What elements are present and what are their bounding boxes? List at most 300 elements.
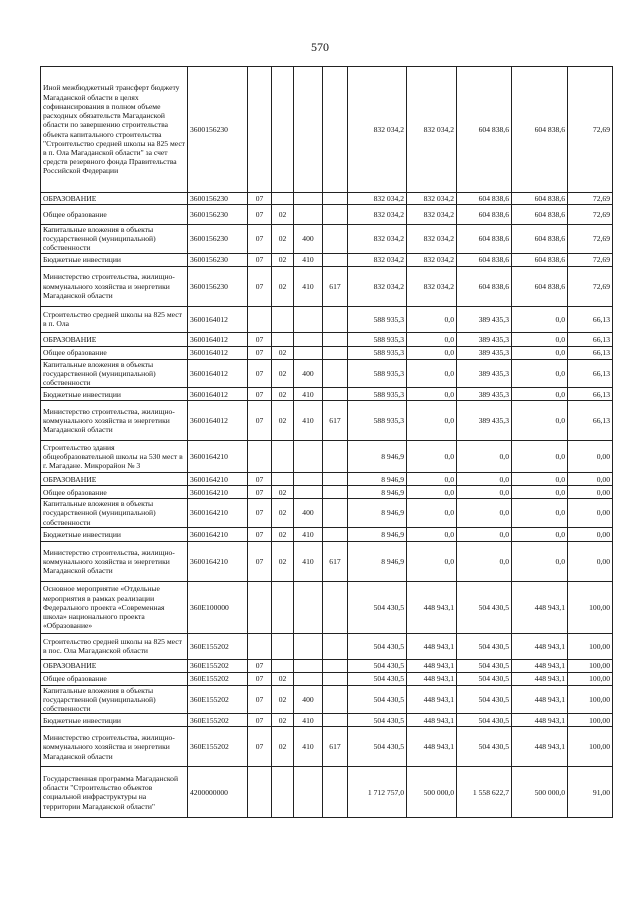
table-row — [41, 306, 613, 332]
row-value-1: 588 935,3 — [348, 388, 407, 401]
table-row — [41, 486, 613, 499]
row-percent: 0,00 — [568, 441, 613, 473]
row-subsection: 02 — [272, 346, 294, 359]
row-value-2: 448 943,1 — [407, 672, 457, 685]
row-value-1: 8 946,9 — [348, 486, 407, 499]
row-subsection: 02 — [272, 205, 294, 225]
row-value-3: 504 430,5 — [457, 581, 512, 633]
table-row — [41, 581, 613, 633]
row-expense-group — [294, 306, 323, 332]
row-expense-group: 410 — [294, 727, 323, 767]
row-section: 07 — [248, 541, 272, 581]
row-code: 3600156230 — [188, 67, 248, 193]
row-department: 617 — [323, 727, 348, 767]
row-value-1: 504 430,5 — [348, 633, 407, 659]
row-value-2: 0,0 — [407, 541, 457, 581]
row-name: Иной межбюджетный трансферт бюджету Магаданской области в целях софинансирования в полном объеме расходных обязательств Магаданской области по завершению строительства объекта капитального строительства "Строительство средней школы на 825 мест в п. Ола Магаданской области" за счет средств резервного фонда Правительства Российской Федерации — [41, 67, 188, 193]
row-section: 07 — [248, 401, 272, 441]
row-code: 4200000000 — [188, 767, 248, 818]
row-subsection: 02 — [272, 527, 294, 541]
row-name: Основное мероприятие «Отдельные мероприятия в рамках реализации Федерального проекта «Современная школа» национального проекта «Образование» — [41, 581, 188, 633]
row-value-2: 832 034,2 — [407, 266, 457, 306]
row-department — [323, 672, 348, 685]
row-department — [323, 67, 348, 193]
table-row — [41, 388, 613, 401]
row-value-4: 500 000,0 — [512, 767, 568, 818]
table-row — [41, 685, 613, 714]
row-expense-group — [294, 193, 323, 205]
budget-table — [40, 66, 613, 818]
row-value-1: 8 946,9 — [348, 441, 407, 473]
row-value-4: 0,0 — [512, 527, 568, 541]
row-value-4: 0,0 — [512, 346, 568, 359]
row-department — [323, 388, 348, 401]
row-section — [248, 306, 272, 332]
row-section: 07 — [248, 253, 272, 266]
row-subsection — [272, 581, 294, 633]
row-value-4: 604 838,6 — [512, 67, 568, 193]
table-row — [41, 205, 613, 225]
row-subsection — [272, 306, 294, 332]
row-expense-group: 400 — [294, 225, 323, 254]
row-department — [323, 767, 348, 818]
row-value-3: 504 430,5 — [457, 659, 512, 672]
row-code: 360E100000 — [188, 581, 248, 633]
row-percent: 100,00 — [568, 581, 613, 633]
row-subsection — [272, 473, 294, 486]
row-name: Капитальные вложения в объекты государственной (муниципальной) собственности — [41, 359, 188, 388]
row-subsection: 02 — [272, 685, 294, 714]
table-row — [41, 401, 613, 441]
row-expense-group: 410 — [294, 401, 323, 441]
row-value-3: 389 435,3 — [457, 346, 512, 359]
row-value-1: 504 430,5 — [348, 659, 407, 672]
row-value-2: 448 943,1 — [407, 659, 457, 672]
row-percent: 66,13 — [568, 359, 613, 388]
row-subsection: 02 — [272, 359, 294, 388]
row-percent: 0,00 — [568, 541, 613, 581]
row-name: Строительство средней школы на 825 мест в п. Ола — [41, 306, 188, 332]
row-value-3: 604 838,6 — [457, 266, 512, 306]
row-value-2: 832 034,2 — [407, 253, 457, 266]
row-name: ОБРАЗОВАНИЕ — [41, 473, 188, 486]
row-section: 07 — [248, 225, 272, 254]
row-value-4: 448 943,1 — [512, 581, 568, 633]
row-value-1: 504 430,5 — [348, 581, 407, 633]
row-department — [323, 473, 348, 486]
row-value-2: 832 034,2 — [407, 193, 457, 205]
row-percent: 72,69 — [568, 67, 613, 193]
row-percent: 66,13 — [568, 388, 613, 401]
row-value-4: 0,0 — [512, 473, 568, 486]
row-percent: 72,69 — [568, 225, 613, 254]
row-code: 3600156230 — [188, 205, 248, 225]
row-department: 617 — [323, 266, 348, 306]
row-value-2: 448 943,1 — [407, 727, 457, 767]
row-value-4: 604 838,6 — [512, 193, 568, 205]
row-section: 07 — [248, 659, 272, 672]
row-expense-group — [294, 659, 323, 672]
row-subsection: 02 — [272, 388, 294, 401]
row-value-4: 0,0 — [512, 306, 568, 332]
row-subsection: 02 — [272, 541, 294, 581]
row-value-1: 504 430,5 — [348, 714, 407, 727]
row-expense-group — [294, 441, 323, 473]
row-section: 07 — [248, 527, 272, 541]
row-section — [248, 441, 272, 473]
table-row — [41, 253, 613, 266]
row-code: 3600164210 — [188, 441, 248, 473]
row-value-2: 0,0 — [407, 388, 457, 401]
row-subsection — [272, 767, 294, 818]
row-percent: 100,00 — [568, 727, 613, 767]
row-department — [323, 193, 348, 205]
row-expense-group: 400 — [294, 685, 323, 714]
row-value-3: 604 838,6 — [457, 205, 512, 225]
row-value-1: 588 935,3 — [348, 346, 407, 359]
row-percent: 0,00 — [568, 473, 613, 486]
row-name: Строительство средней школы на 825 мест в пос. Ола Магаданской области — [41, 633, 188, 659]
row-name: Бюджетные инвестиции — [41, 253, 188, 266]
row-expense-group — [294, 332, 323, 346]
row-department — [323, 346, 348, 359]
row-section — [248, 633, 272, 659]
row-value-3: 504 430,5 — [457, 633, 512, 659]
row-value-2: 0,0 — [407, 499, 457, 528]
row-expense-group: 410 — [294, 388, 323, 401]
row-code: 3600156230 — [188, 253, 248, 266]
row-value-4: 0,0 — [512, 441, 568, 473]
row-code: 3600156230 — [188, 193, 248, 205]
row-value-2: 500 000,0 — [407, 767, 457, 818]
row-value-2: 0,0 — [407, 527, 457, 541]
row-section — [248, 67, 272, 193]
row-value-1: 832 034,2 — [348, 253, 407, 266]
row-value-4: 604 838,6 — [512, 253, 568, 266]
row-subsection: 02 — [272, 672, 294, 685]
page-number: 570 — [311, 40, 329, 54]
row-name: Бюджетные инвестиции — [41, 714, 188, 727]
row-value-1: 588 935,3 — [348, 401, 407, 441]
row-percent: 100,00 — [568, 633, 613, 659]
table-row — [41, 714, 613, 727]
row-name: Строительство здания общеобразовательной школы на 530 мест в г. Магадане. Микрорайон № 3 — [41, 441, 188, 473]
row-section: 07 — [248, 486, 272, 499]
row-expense-group: 400 — [294, 359, 323, 388]
row-code: 3600164210 — [188, 499, 248, 528]
row-name: Министерство строительства, жилищно-коммунального хозяйства и энергетики Магаданской области — [41, 541, 188, 581]
row-code: 3600164210 — [188, 486, 248, 499]
row-expense-group — [294, 633, 323, 659]
row-value-4: 448 943,1 — [512, 727, 568, 767]
row-section: 07 — [248, 205, 272, 225]
row-section: 07 — [248, 727, 272, 767]
row-section: 07 — [248, 193, 272, 205]
row-value-3: 0,0 — [457, 499, 512, 528]
row-section — [248, 581, 272, 633]
row-code: 360E155202 — [188, 672, 248, 685]
row-value-4: 604 838,6 — [512, 225, 568, 254]
table-row — [41, 441, 613, 473]
row-department — [323, 253, 348, 266]
table-row — [41, 266, 613, 306]
row-value-2: 0,0 — [407, 401, 457, 441]
row-expense-group — [294, 672, 323, 685]
table-row — [41, 499, 613, 528]
row-name: ОБРАЗОВАНИЕ — [41, 332, 188, 346]
row-value-1: 832 034,2 — [348, 266, 407, 306]
row-code: 3600164012 — [188, 346, 248, 359]
row-subsection — [272, 332, 294, 346]
row-value-2: 0,0 — [407, 486, 457, 499]
row-subsection — [272, 67, 294, 193]
row-code: 360E155202 — [188, 714, 248, 727]
row-percent: 72,69 — [568, 193, 613, 205]
budget-table-body — [41, 67, 613, 818]
row-code: 360E155202 — [188, 659, 248, 672]
row-name: Общее образование — [41, 205, 188, 225]
row-value-3: 604 838,6 — [457, 193, 512, 205]
row-value-1: 832 034,2 — [348, 67, 407, 193]
row-department — [323, 359, 348, 388]
row-department — [323, 306, 348, 332]
row-department — [323, 714, 348, 727]
row-code: 3600164012 — [188, 306, 248, 332]
row-department — [323, 633, 348, 659]
table-row — [41, 541, 613, 581]
row-section: 07 — [248, 359, 272, 388]
row-value-1: 832 034,2 — [348, 205, 407, 225]
row-name: Министерство строительства, жилищно-коммунального хозяйства и энергетики Магаданской области — [41, 727, 188, 767]
row-value-1: 832 034,2 — [348, 193, 407, 205]
row-value-1: 832 034,2 — [348, 225, 407, 254]
row-percent: 72,69 — [568, 266, 613, 306]
row-percent: 66,13 — [568, 306, 613, 332]
row-code: 360E155202 — [188, 685, 248, 714]
table-row — [41, 473, 613, 486]
row-name: Капитальные вложения в объекты государственной (муниципальной) собственности — [41, 499, 188, 528]
row-name: Бюджетные инвестиции — [41, 527, 188, 541]
row-value-4: 0,0 — [512, 486, 568, 499]
row-percent: 0,00 — [568, 486, 613, 499]
row-department — [323, 332, 348, 346]
row-subsection — [272, 659, 294, 672]
row-code: 3600164012 — [188, 388, 248, 401]
row-value-3: 389 435,3 — [457, 401, 512, 441]
row-department — [323, 205, 348, 225]
row-value-3: 0,0 — [457, 486, 512, 499]
row-value-2: 448 943,1 — [407, 581, 457, 633]
row-value-2: 0,0 — [407, 332, 457, 346]
row-percent: 66,13 — [568, 332, 613, 346]
row-percent: 91,00 — [568, 767, 613, 818]
row-name: Общее образование — [41, 672, 188, 685]
row-value-4: 0,0 — [512, 332, 568, 346]
row-expense-group — [294, 767, 323, 818]
row-subsection: 02 — [272, 499, 294, 528]
row-subsection: 02 — [272, 266, 294, 306]
table-row — [41, 332, 613, 346]
row-expense-group: 410 — [294, 253, 323, 266]
row-department: 617 — [323, 401, 348, 441]
row-name: ОБРАЗОВАНИЕ — [41, 659, 188, 672]
row-value-3: 604 838,6 — [457, 253, 512, 266]
row-subsection: 02 — [272, 714, 294, 727]
row-value-2: 0,0 — [407, 441, 457, 473]
row-name: ОБРАЗОВАНИЕ — [41, 193, 188, 205]
row-value-1: 8 946,9 — [348, 541, 407, 581]
row-percent: 66,13 — [568, 401, 613, 441]
row-value-4: 448 943,1 — [512, 659, 568, 672]
table-row — [41, 527, 613, 541]
row-value-3: 1 558 622,7 — [457, 767, 512, 818]
table-row — [41, 672, 613, 685]
row-expense-group — [294, 346, 323, 359]
row-value-4: 0,0 — [512, 388, 568, 401]
row-percent: 0,00 — [568, 527, 613, 541]
row-value-1: 8 946,9 — [348, 499, 407, 528]
row-department — [323, 225, 348, 254]
row-value-1: 504 430,5 — [348, 672, 407, 685]
row-section: 07 — [248, 685, 272, 714]
row-name: Капитальные вложения в объекты государственной (муниципальной) собственности — [41, 225, 188, 254]
row-value-1: 8 946,9 — [348, 473, 407, 486]
row-section: 07 — [248, 672, 272, 685]
row-subsection — [272, 633, 294, 659]
row-department: 617 — [323, 541, 348, 581]
row-value-4: 448 943,1 — [512, 685, 568, 714]
row-code: 3600164012 — [188, 401, 248, 441]
row-value-3: 0,0 — [457, 541, 512, 581]
row-section: 07 — [248, 388, 272, 401]
row-name: Министерство строительства, жилищно-коммунального хозяйства и энергетики Магаданской области — [41, 266, 188, 306]
row-value-1: 1 712 757,0 — [348, 767, 407, 818]
row-code: 360E155202 — [188, 633, 248, 659]
row-value-2: 832 034,2 — [407, 67, 457, 193]
row-code: 3600164210 — [188, 541, 248, 581]
table-row — [41, 633, 613, 659]
row-percent: 66,13 — [568, 346, 613, 359]
row-value-2: 448 943,1 — [407, 685, 457, 714]
row-expense-group — [294, 205, 323, 225]
row-expense-group — [294, 67, 323, 193]
row-name: Министерство строительства, жилищно-коммунального хозяйства и энергетики Магаданской области — [41, 401, 188, 441]
row-value-3: 504 430,5 — [457, 685, 512, 714]
row-percent: 100,00 — [568, 659, 613, 672]
row-value-2: 832 034,2 — [407, 225, 457, 254]
row-value-4: 448 943,1 — [512, 714, 568, 727]
row-value-2: 832 034,2 — [407, 205, 457, 225]
row-section: 07 — [248, 714, 272, 727]
row-subsection: 02 — [272, 253, 294, 266]
row-value-2: 448 943,1 — [407, 714, 457, 727]
row-value-3: 389 435,3 — [457, 359, 512, 388]
row-value-2: 0,0 — [407, 473, 457, 486]
row-value-1: 588 935,3 — [348, 306, 407, 332]
row-value-3: 504 430,5 — [457, 714, 512, 727]
row-value-1: 504 430,5 — [348, 727, 407, 767]
row-percent: 100,00 — [568, 672, 613, 685]
row-value-4: 0,0 — [512, 359, 568, 388]
row-value-2: 0,0 — [407, 359, 457, 388]
row-department — [323, 581, 348, 633]
row-expense-group: 410 — [294, 266, 323, 306]
row-section: 07 — [248, 332, 272, 346]
row-section: 07 — [248, 499, 272, 528]
table-row — [41, 659, 613, 672]
row-department — [323, 499, 348, 528]
row-value-4: 0,0 — [512, 541, 568, 581]
table-row — [41, 767, 613, 818]
row-value-2: 0,0 — [407, 346, 457, 359]
row-name: Капитальные вложения в объекты государственной (муниципальной) собственности — [41, 685, 188, 714]
table-row — [41, 359, 613, 388]
row-code: 3600164012 — [188, 332, 248, 346]
row-expense-group — [294, 581, 323, 633]
row-expense-group: 400 — [294, 499, 323, 528]
row-code: 360E155202 — [188, 727, 248, 767]
row-code: 3600164012 — [188, 359, 248, 388]
table-row — [41, 225, 613, 254]
row-department — [323, 486, 348, 499]
row-name: Общее образование — [41, 486, 188, 499]
row-subsection: 02 — [272, 486, 294, 499]
row-value-3: 0,0 — [457, 441, 512, 473]
row-name: Общее образование — [41, 346, 188, 359]
row-value-2: 448 943,1 — [407, 633, 457, 659]
table-row — [41, 727, 613, 767]
row-subsection: 02 — [272, 401, 294, 441]
row-expense-group — [294, 473, 323, 486]
row-expense-group: 410 — [294, 527, 323, 541]
table-row — [41, 193, 613, 205]
row-department — [323, 441, 348, 473]
row-code: 3600164210 — [188, 527, 248, 541]
row-code: 3600156230 — [188, 266, 248, 306]
row-value-3: 0,0 — [457, 473, 512, 486]
row-value-1: 588 935,3 — [348, 359, 407, 388]
row-value-4: 604 838,6 — [512, 205, 568, 225]
row-section: 07 — [248, 346, 272, 359]
row-value-4: 0,0 — [512, 499, 568, 528]
row-value-2: 0,0 — [407, 306, 457, 332]
row-section — [248, 767, 272, 818]
row-percent: 100,00 — [568, 714, 613, 727]
row-value-4: 0,0 — [512, 401, 568, 441]
row-value-3: 504 430,5 — [457, 672, 512, 685]
row-value-3: 604 838,6 — [457, 67, 512, 193]
table-row — [41, 67, 613, 193]
row-value-3: 389 435,3 — [457, 332, 512, 346]
row-name: Бюджетные инвестиции — [41, 388, 188, 401]
row-value-4: 604 838,6 — [512, 266, 568, 306]
row-value-3: 389 435,3 — [457, 388, 512, 401]
row-percent: 72,69 — [568, 253, 613, 266]
row-section: 07 — [248, 266, 272, 306]
row-section: 07 — [248, 473, 272, 486]
row-value-3: 389 435,3 — [457, 306, 512, 332]
row-department — [323, 527, 348, 541]
row-expense-group — [294, 486, 323, 499]
row-value-4: 448 943,1 — [512, 633, 568, 659]
row-subsection: 02 — [272, 225, 294, 254]
row-value-3: 604 838,6 — [457, 225, 512, 254]
row-value-3: 504 430,5 — [457, 727, 512, 767]
row-value-3: 0,0 — [457, 527, 512, 541]
row-department — [323, 659, 348, 672]
row-subsection: 02 — [272, 727, 294, 767]
row-percent: 72,69 — [568, 205, 613, 225]
